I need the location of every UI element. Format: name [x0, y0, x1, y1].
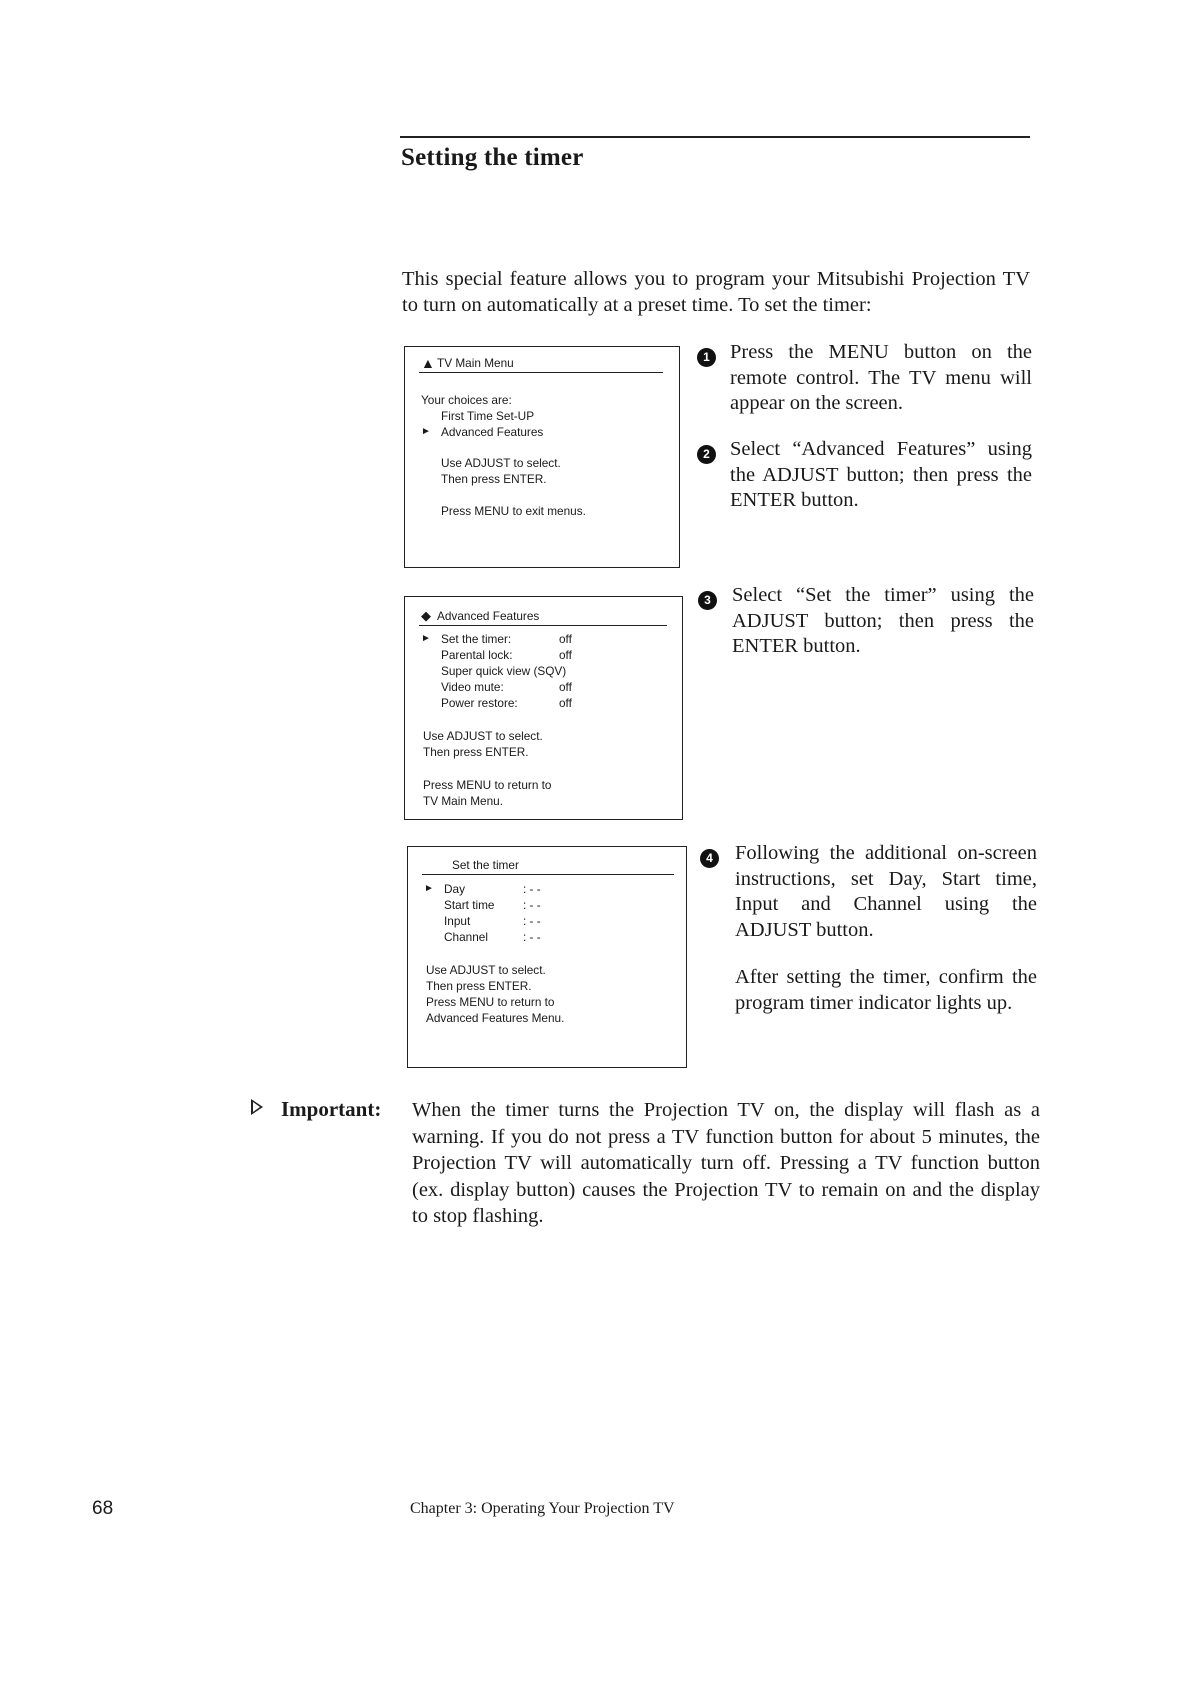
step-4-note: After setting the timer, confirm the program timer indicator lights up.: [735, 966, 1037, 1014]
step-3-number-badge: 3: [698, 591, 717, 610]
important-triangle-icon: [251, 1099, 263, 1115]
menu2-item-value: off: [559, 632, 572, 646]
menu2-item-value: off: [559, 648, 572, 662]
menu1-instruction-enter: Then press ENTER.: [441, 472, 547, 486]
step-2-number-badge: 2: [697, 445, 716, 464]
menu3-item-day: Day: [444, 882, 465, 896]
menu3-instruction-return: Press MENU to return to: [426, 995, 555, 1009]
menu1-instruction-exit: Press MENU to exit menus.: [441, 504, 586, 518]
set-the-timer-screen: [407, 846, 687, 1068]
step-4-text: Following the additional on-screen instructions, set Day, Start time, Input and Channel using the ADJUST button.: [735, 842, 1037, 941]
menu2-item-label: Video mute:: [441, 680, 504, 694]
section-title: Setting the timer: [401, 144, 584, 171]
menu3-item-value: : - -: [523, 882, 541, 896]
menu2-instruction-adjust: Use ADJUST to select.: [423, 729, 543, 743]
menu1-item-advanced-features: Advanced Features: [441, 425, 544, 439]
menu2-item-value: off: [559, 680, 572, 694]
menu1-instruction-adjust: Use ADJUST to select.: [441, 456, 561, 470]
menu3-instruction-return-target: Advanced Features Menu.: [426, 1011, 565, 1025]
mitsubishi-logo-icon: ▲: [421, 355, 435, 371]
menu2-instruction-enter: Then press ENTER.: [423, 745, 529, 759]
menu3-title: Set the timer: [422, 857, 674, 875]
menu1-item-first-time-setup: First Time Set-UP: [441, 409, 535, 423]
menu2-instruction-return-target: TV Main Menu.: [423, 794, 503, 808]
menu3-item-value: : - -: [523, 914, 541, 928]
tv-main-menu-screen: [404, 346, 680, 568]
diamond-icon: ◆: [421, 608, 431, 623]
menu2-selector-arrow-icon: ►: [421, 633, 431, 644]
menu1-title: TV Main Menu: [419, 355, 663, 373]
step-4-number-badge: 4: [700, 849, 719, 868]
menu2-title: Advanced Features: [419, 608, 667, 626]
menu1-selector-arrow-icon: ►: [421, 426, 431, 437]
important-label: Important:: [281, 1097, 382, 1121]
menu1-choices-label: Your choices are:: [421, 393, 512, 407]
step-1-text: Press the MENU button on the remote control. The TV menu will appear on the screen.: [730, 341, 1032, 414]
menu3-item-value: : - -: [523, 898, 541, 912]
menu3-item-start-time: Start time: [444, 898, 495, 912]
page-number: 68: [92, 1498, 114, 1519]
menu2-item-label: Power restore:: [441, 696, 518, 710]
menu3-instruction-enter: Then press ENTER.: [426, 979, 532, 993]
menu3-item-input: Input: [444, 914, 471, 928]
menu2-instruction-return: Press MENU to return to: [423, 778, 552, 792]
menu3-instruction-adjust: Use ADJUST to select.: [426, 963, 546, 977]
menu3-item-value: : - -: [523, 930, 541, 944]
intro-paragraph: This special feature allows you to program your Mitsubishi Projection TV to turn on automatically at a preset time. To set the timer:: [402, 268, 1030, 316]
menu2-item-label: Parental lock:: [441, 648, 513, 662]
advanced-features-screen: [404, 596, 683, 820]
chapter-footer: Chapter 3: Operating Your Projection TV: [410, 1500, 675, 1517]
step-1-number-badge: 1: [697, 348, 716, 367]
step-3-text: Select “Set the timer” using the ADJUST button; then press the ENTER button.: [732, 584, 1034, 657]
important-text: When the timer turns the Projection TV on, the display will flash as a warning. If you do not press a TV function button for about 5 minutes, the Projection TV will automatically turn off. Pressing a TV function button (ex. display button) causes the Projection TV to remain on and the display to stop flashing.: [412, 1099, 1040, 1227]
title-rule: [400, 136, 1030, 138]
menu3-selector-arrow-icon: ►: [424, 883, 434, 894]
menu2-item-label: Set the timer:: [441, 632, 512, 646]
menu2-item-label: Super quick view (SQV): [441, 664, 567, 678]
menu3-item-channel: Channel: [444, 930, 488, 944]
menu2-item-value: off: [559, 696, 572, 710]
step-2-text: Select “Advanced Features” using the ADJUST button; then press the ENTER button.: [730, 438, 1032, 511]
